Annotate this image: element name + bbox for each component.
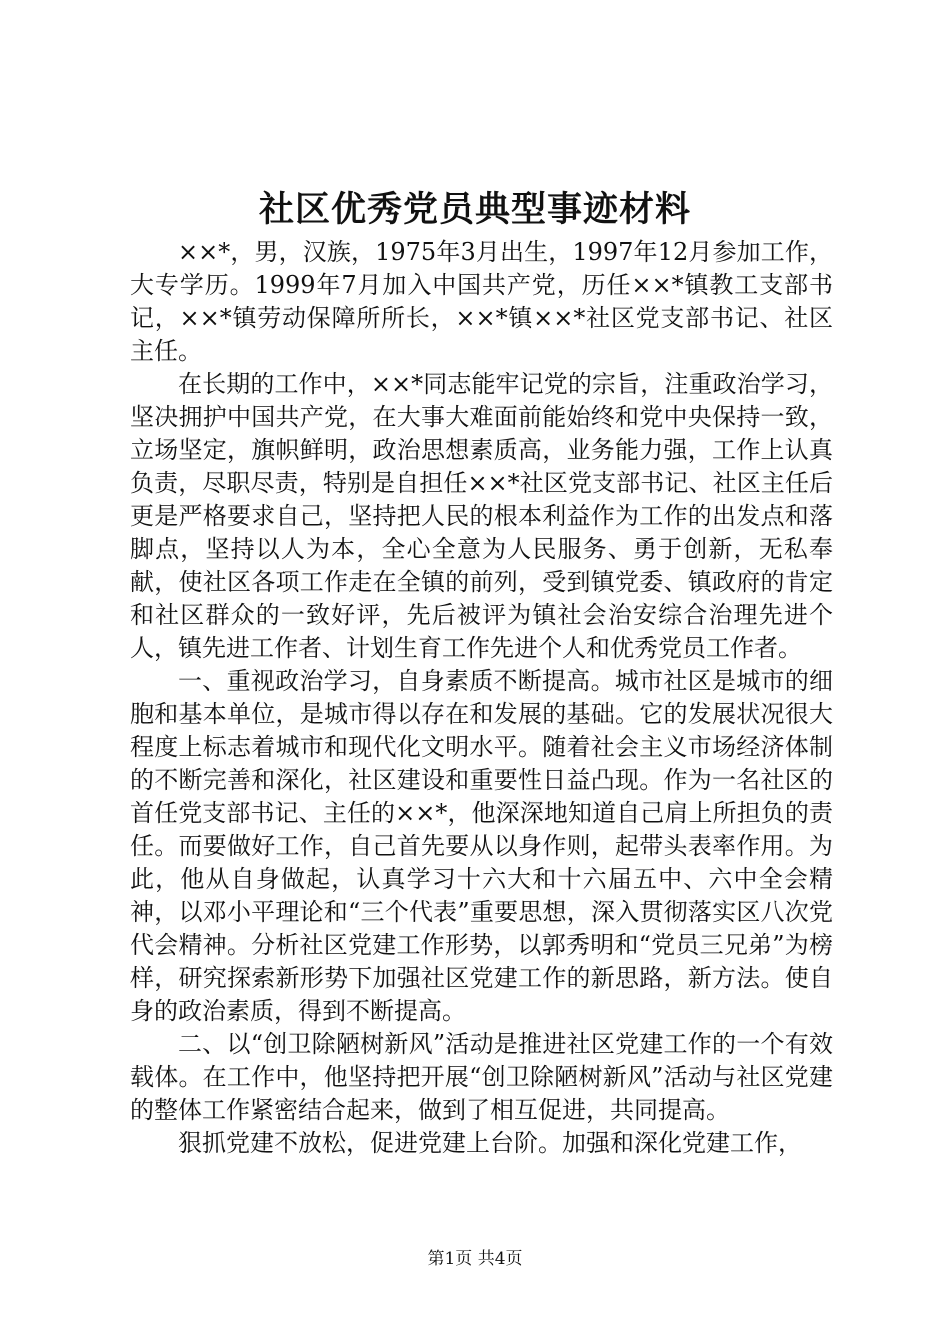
document-title: 社区优秀党员典型事迹材料 (258, 189, 691, 230)
paragraph-intro: ××*，男，汉族，1975年3月出生，1997年12月参加工作，大专学历。1999年7月加入中国共产党，历任××*镇教工支部书记，××*镇劳动保障所所长，××*镇××*社区党支部书记、社区主任。 (130, 238, 833, 365)
page-number-footer: 第1页 共4页 (427, 1249, 523, 1269)
paragraph-party-building: 狠抓党建不放松，促进党建上台阶。加强和深化党建工作， (178, 1129, 802, 1157)
paragraph-section-one: 一、重视政治学习，自身素质不断提高。城市社区是城市的细胞和基本单位，是城市得以存在和发展的基础。它的发展状况很大程度上标志着城市和现代化文明水平。随着社会主义市场经济体制的不断完善和深化，社区建设和重要性日益凸现。作为一名社区的首任党支部书记、主任的××*，他深深地知道自己肩上所担负的责任。而要做好工作，自己首先要从以身作则，起带头表率作用。为此，他从自身做起，认真学习十六大和十六届五中、六中全会精神，以邓小平理论和“三个代表”重要思想，深入贯彻落实区八次党代会精神。分析社区党建工作形势，以郭秀明和“党员三兄弟”为榜样，研究探索新形势下加强社区党建工作的新思路，新方法。使自身的政治素质，得到不断提高。 (130, 667, 833, 1025)
document-body (130, 236, 833, 1160)
paragraph-section-two: 二、以“创卫除陋树新风”活动是推进社区党建工作的一个有效载体。在工作中，他坚持把开展“创卫除陋树新风”活动与社区党建的整体工作紧密结合起来，做到了相互促进，共同提高。 (130, 1030, 833, 1124)
paragraph-overview: 在长期的工作中，××*同志能牢记党的宗旨，注重政治学习，坚决拥护中国共产党，在大事大难面前能始终和党中央保持一致，立场坚定，旗帜鲜明，政治思想素质高，业务能力强，工作上认真负责，尽职尽责，特别是自担任××*社区党支部书记、社区主任后更是严格要求自己，坚持把人民的根本利益作为工作的出发点和落脚点，坚持以人为本，全心全意为人民服务、勇于创新，无私奉献，使社区各项工作走在全镇的前列，受到镇党委、镇政府的肯定和社区群众的一致好评，先后被评为镇社会治安综合治理先进个人，镇先进工作者、计划生育工作先进个人和优秀党员工作者。 (130, 370, 833, 662)
